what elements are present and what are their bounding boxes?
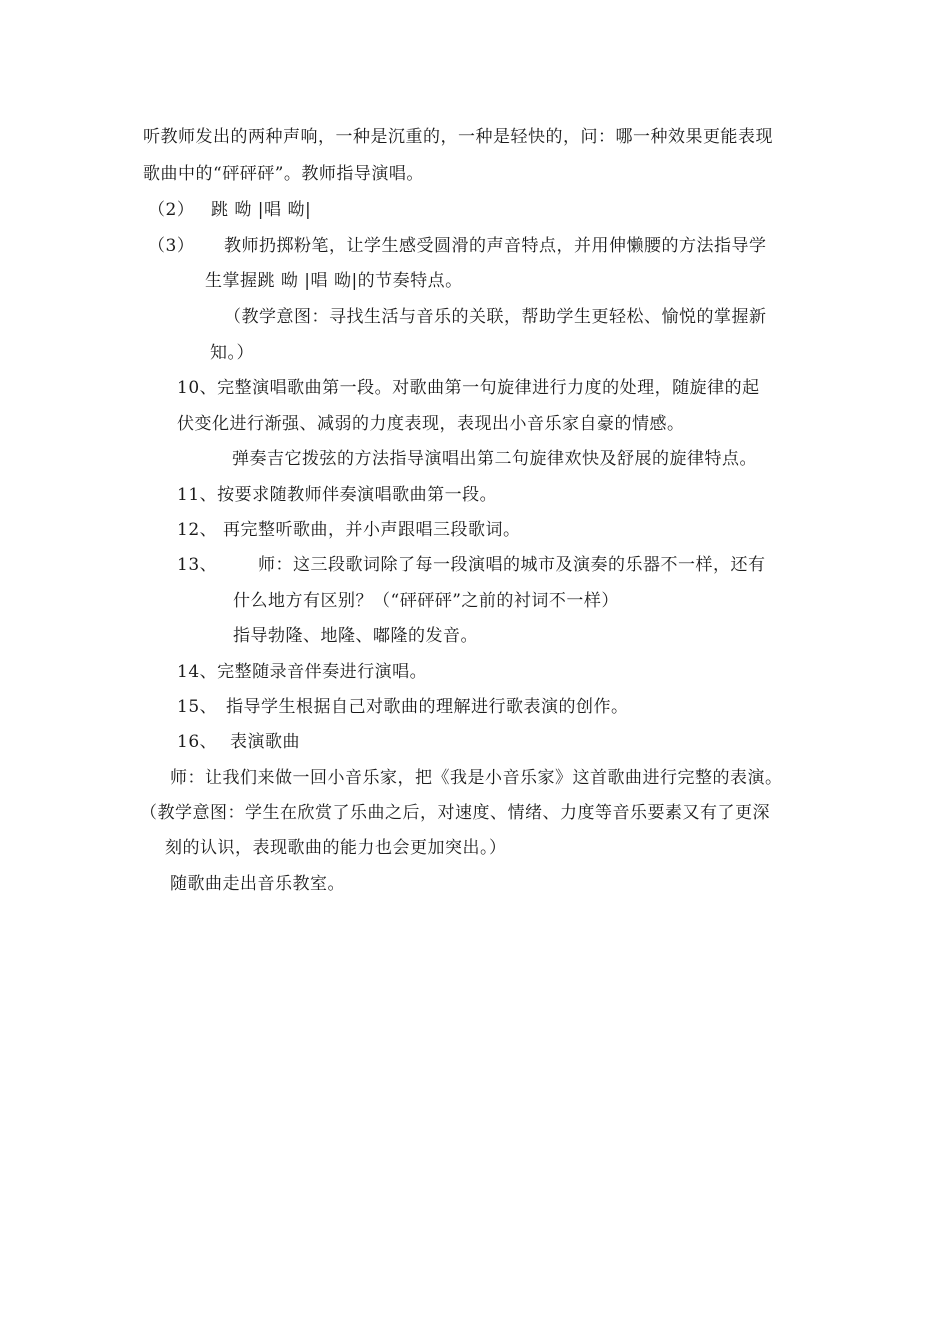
text-line: 弹奏吉它拨弦的方法指导演唱出第二句旋律欢快及舒展的旋律特点。	[232, 449, 757, 469]
text-line: 表演歌曲	[230, 732, 300, 752]
text-line: 跳 呦 |唱 呦|	[211, 200, 312, 220]
text-line: 14、完整随录音伴奏进行演唱。	[177, 662, 428, 682]
text-line: 听教师发出的两种声响，一种是沉重的，一种是轻快的，问：哪一种效果更能表现	[143, 127, 773, 147]
text-line: （教学意图：学生在欣赏了乐曲之后，对速度、情绪、力度等音乐要素又有了更深	[140, 803, 770, 823]
text-line: （教学意图：寻找生活与音乐的关联，帮助学生更轻松、愉悦的掌握新	[224, 307, 767, 327]
list-marker: （3）	[148, 236, 195, 256]
text-line: 什么地方有区别？（“砰砰砰”之前的衬词不一样）	[233, 591, 619, 611]
text-line: 伏变化进行渐强、减弱的力度表现，表现出小音乐家自豪的情感。	[177, 414, 685, 434]
text-line: 师：让我们来做一回小音乐家，把《我是小音乐家》这首歌曲进行完整的表演。	[170, 768, 783, 788]
list-marker: 16、	[177, 732, 218, 752]
text-line: 12、 再完整听歌曲，并小声跟唱三段歌词。	[177, 520, 521, 540]
text-line: 指导勃隆、地隆、嘟隆的发音。	[233, 626, 478, 646]
text-line: 师：这三段歌词除了每一段演唱的城市及演奏的乐器不一样，还有	[258, 555, 766, 575]
text-line: 11、按要求随教师伴奏演唱歌曲第一段。	[177, 485, 498, 505]
text-line: 随歌曲走出音乐教室。	[170, 874, 345, 894]
list-marker: （2）	[148, 200, 195, 220]
text-line: 歌曲中的“砰砰砰”。教师指导演唱。	[143, 164, 424, 184]
list-marker: 15、	[177, 697, 218, 717]
text-line: 知。）	[210, 343, 254, 363]
text-line: 刻的认识，表现歌曲的能力也会更加突出。）	[165, 838, 507, 858]
text-line: 生掌握跳 呦 |唱 呦|的节奏特点。	[205, 271, 463, 291]
list-marker: 13、	[177, 555, 218, 575]
text-line: 教师扔掷粉笔，让学生感受圆滑的声音特点，并用伸懒腰的方法指导学	[224, 236, 767, 256]
text-line: 10、完整演唱歌曲第一段。对歌曲第一句旋律进行力度的处理，随旋律的起	[177, 378, 760, 398]
text-line: 指导学生根据自己对歌曲的理解进行歌表演的创作。	[226, 697, 629, 717]
